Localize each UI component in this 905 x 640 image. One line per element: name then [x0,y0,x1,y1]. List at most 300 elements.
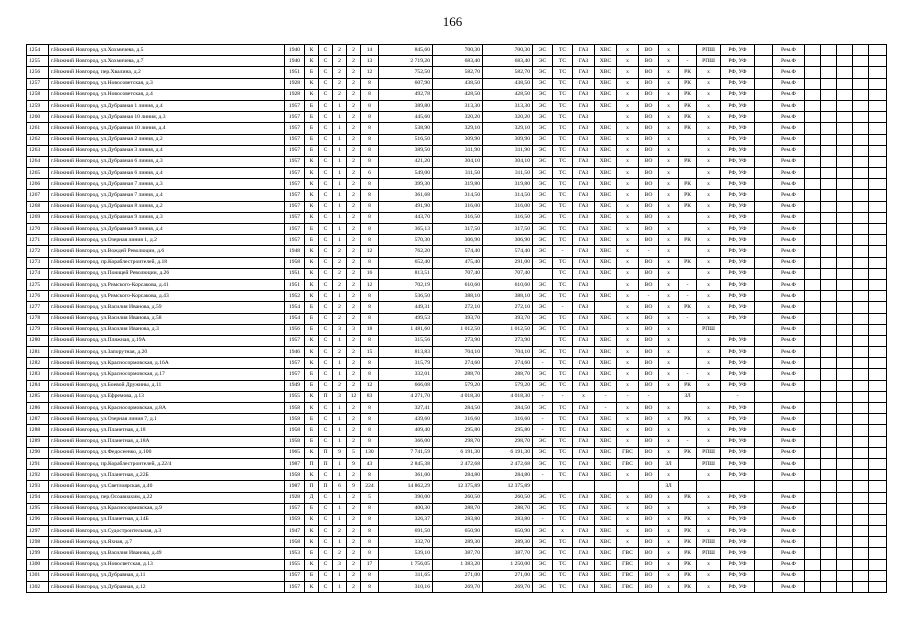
table-cell [837,335,853,346]
table-cell: К [305,56,319,67]
table-cell: РК [679,492,697,503]
table-cell: х [697,514,721,525]
table-cell: г.Нижний Новгород, ул.Красносормовская, д.9 [49,503,285,514]
table-cell: 1955 [285,391,305,402]
table-cell: х [573,391,595,402]
table-cell: ХВС [595,470,617,481]
table-cell [595,112,617,123]
table-cell: - [679,56,697,67]
table-cell: 272,10 [483,302,533,313]
table-cell [821,324,837,335]
table-cell: Рем.Ф [773,212,805,223]
table-cell: х [697,100,721,111]
table-cell: ХВС [595,145,617,156]
table-cell [869,537,887,548]
table-cell [805,526,821,537]
table-cell: ТС [553,582,573,593]
table-cell: 1283 [27,369,49,380]
table-cell: Рем.Ф [773,503,805,514]
table-cell: 1987 [285,481,305,492]
table-cell: 536,50 [379,291,433,302]
table-cell [821,112,837,123]
table-cell: С [319,123,333,134]
table-cell: 2 [347,559,361,570]
table-cell: 2 [347,302,361,313]
table-cell: ХВС [595,537,617,548]
table-cell [853,67,869,78]
table-cell: ВО [639,458,659,469]
table-cell [869,503,887,514]
table-cell: 1300 [27,559,49,570]
table-row [27,447,887,458]
table-cell: 3 [333,391,347,402]
table-cell [837,347,853,358]
table-cell [853,324,869,335]
table-cell [755,559,773,570]
table-cell: ХВС [595,313,617,324]
table-cell: К [305,45,319,56]
table-cell: ВО [639,335,659,346]
table-cell: ЭС [533,559,553,570]
table-cell: 366,00 [379,436,433,447]
table-cell [837,67,853,78]
table-cell: ВО [639,503,659,514]
table-cell [755,212,773,223]
table-cell [755,201,773,212]
table-cell: Б [305,380,319,391]
table-cell: х [659,179,679,190]
table-cell: РК [679,526,697,537]
table-row [27,235,887,246]
table-cell: ТС [553,45,573,56]
table-cell: 2 [347,67,361,78]
table-cell [853,78,869,89]
table-cell: ГАЗ [573,100,595,111]
table-cell: 845,60 [379,45,433,56]
table-cell [837,470,853,481]
table-row [27,358,887,369]
table-cell [869,190,887,201]
table-cell: ГАЗ [573,212,595,223]
table-cell: х [617,100,639,111]
table-cell: 9 [333,447,347,458]
table-cell: Рем.Ф [773,347,805,358]
table-cell [821,145,837,156]
table-cell [755,179,773,190]
table-cell: ВО [639,380,659,391]
table-cell: ЭС [533,56,553,67]
table-cell: С [319,279,333,290]
table-cell: РК [679,235,697,246]
table-cell: х [553,526,573,537]
table-cell [837,179,853,190]
table-cell: 1958 [285,537,305,548]
table-cell [805,123,821,134]
table-cell [869,179,887,190]
table-cell: ГАЗ [573,324,595,335]
table-cell: РФ, УФ [721,447,755,458]
table-cell: х [617,201,639,212]
table-cell: ГВС [617,582,639,593]
table-cell: 1 [333,156,347,167]
table-cell: - [533,470,553,481]
table-cell: г.Нижний Новгород, ул.Запорутная, д.20 [49,347,285,358]
table-cell [805,134,821,145]
table-row [27,168,887,179]
table-cell: С [319,380,333,391]
table-cell [853,279,869,290]
table-cell [821,537,837,548]
table-cell: ВО [639,313,659,324]
table-cell: РК [679,201,697,212]
table-cell [821,369,837,380]
table-cell: 288,70 [483,503,533,514]
table-cell: 283,80 [483,514,533,525]
table-cell: 326,37 [379,514,433,525]
table-cell: 700,30 [433,45,483,56]
table-cell [595,324,617,335]
table-cell: 273,90 [433,335,483,346]
table-cell [821,268,837,279]
table-cell [805,458,821,469]
table-cell: 17 [361,559,379,570]
table-cell: х [659,358,679,369]
table-cell: РК [679,548,697,559]
table-cell: 273,90 [483,335,533,346]
table-cell [837,425,853,436]
table-cell: ТС [553,78,573,89]
table-cell [837,582,853,593]
table-cell: 579,20 [433,380,483,391]
table-cell [755,414,773,425]
table-cell: г.Нижний Новгород, ул.Новосоветская, д.4 [49,89,285,100]
table-cell: С [319,100,333,111]
table-cell: 475,40 [433,257,483,268]
table-cell [805,291,821,302]
table-cell: ВО [639,89,659,100]
table-cell [755,112,773,123]
table-cell: х [659,235,679,246]
table-cell: ГАЗ [573,201,595,212]
table-cell: 16 [361,268,379,279]
table-cell: ГАЗ [573,369,595,380]
table-cell: Рем.Ф [773,526,805,537]
table-cell: 1 [333,514,347,525]
table-cell: 8 [361,179,379,190]
table-cell: 387,70 [433,548,483,559]
table-cell: - [639,246,659,257]
table-cell: х [617,526,639,537]
table-cell: 1947 [285,526,305,537]
table-cell: х [659,145,679,156]
table-cell [853,403,869,414]
table-cell: ЭС [533,212,553,223]
table-cell: 8 [361,100,379,111]
table-cell: 8 [361,503,379,514]
table-cell: х [659,403,679,414]
table-cell [679,403,697,414]
table-cell: 1 [333,537,347,548]
table-cell: 2 [333,45,347,56]
table-cell: Б [305,369,319,380]
table-cell: 549,00 [379,168,433,179]
table-cell: - [553,246,573,257]
table-cell: ГАЗ [573,526,595,537]
table-cell: 1 [333,235,347,246]
table-row [27,78,887,89]
table-cell [755,100,773,111]
table-cell [869,56,887,67]
table-cell [837,313,853,324]
table-cell: х [617,45,639,56]
table-cell [837,358,853,369]
table-cell: 316,00 [483,201,533,212]
table-row [27,302,887,313]
table-cell [679,246,697,257]
table-cell: х [617,134,639,145]
table-cell: ТС [553,335,573,346]
table-cell: ВО [639,67,659,78]
table-cell: г.Нижний Новгород, ул.Дубравная 1 линия, д.4 [49,100,285,111]
table-cell: Рем.Ф [773,425,805,436]
table-cell: х [659,313,679,324]
table-cell: 260,50 [483,492,533,503]
table-cell [805,89,821,100]
table-cell: Б [305,324,319,335]
table-cell: РФ, УФ [721,201,755,212]
table-cell [837,380,853,391]
table-cell: ВО [639,156,659,167]
table-cell [821,257,837,268]
table-cell: 1948 [285,246,305,257]
table-cell [805,414,821,425]
table-cell: С [319,335,333,346]
table-cell: ГАЗ [573,436,595,447]
table-cell: ЭС [533,291,553,302]
table-cell: х [659,537,679,548]
table-cell: 2 [347,179,361,190]
table-cell [853,458,869,469]
table-cell: - [533,414,553,425]
table-cell: РК [679,380,697,391]
registry-body [27,45,887,593]
table-cell: 1 [333,335,347,346]
table-row [27,268,887,279]
table-cell: 8 [361,570,379,581]
table-cell [755,134,773,145]
table-cell: 582,70 [433,67,483,78]
table-cell [659,391,679,402]
table-cell: г.Нижний Новгород, ул.Красносормовская, д.16А [49,358,285,369]
table-cell [869,559,887,570]
table-cell: 1 [333,168,347,179]
table-cell [821,503,837,514]
table-cell: ТС [553,514,573,525]
table-cell [755,279,773,290]
table-cell: 3 [333,324,347,335]
table-row [27,559,887,570]
table-cell: ХВС [595,224,617,235]
table-cell: 8 [361,291,379,302]
table-cell: ХВС [595,291,617,302]
table-cell: х [659,134,679,145]
table-cell [837,235,853,246]
table-cell [853,470,869,481]
table-cell [853,257,869,268]
table-cell: Рем.Ф [773,190,805,201]
table-cell [721,324,755,335]
table-cell: РФ, УФ [721,156,755,167]
table-cell: 1928 [285,89,305,100]
table-cell [837,391,853,402]
table-cell: 8 [361,313,379,324]
table-cell: 1958 [285,414,305,425]
table-cell: 8 [361,582,379,593]
table-cell: ГАЗ [573,156,595,167]
table-cell [755,380,773,391]
table-cell: ГАЗ [573,380,595,391]
table-cell: РФ, УФ [721,313,755,324]
table-cell: ГАЗ [573,358,595,369]
table-cell: 1266 [27,179,49,190]
table-cell: 2 [347,570,361,581]
table-cell: Рем.Ф [773,89,805,100]
table-cell: С [319,212,333,223]
table-cell: РФ, УФ [721,123,755,134]
housing-registry-table [26,44,887,593]
table-cell: 1 [333,436,347,447]
table-cell: г.Нижний Новгород, ул.Дубравная 9 линия, д.3 [49,212,285,223]
table-cell: х [697,145,721,156]
table-cell: 1957 [285,179,305,190]
table-cell: х [659,168,679,179]
table-cell: - [679,313,697,324]
table-cell: 2 [347,503,361,514]
table-cell: ГВС [617,458,639,469]
table-cell: г.Нижний Новгород, ул.Поющей Революции, д.26 [49,268,285,279]
table-cell: С [319,179,333,190]
table-cell: 2 [347,212,361,223]
table-cell: Б [305,112,319,123]
table-cell: ЭС [533,190,553,201]
table-cell: ЭС [533,156,553,167]
table-row [27,100,887,111]
table-cell: 652,40 [379,257,433,268]
table-cell: х [659,436,679,447]
table-cell: Б [305,134,319,145]
table-cell: 650,90 [483,526,533,537]
table-cell: ХВС [595,559,617,570]
table-cell: х [659,291,679,302]
table-cell: ЭС [533,324,553,335]
table-cell: ВО [639,347,659,358]
table-cell: х [659,257,679,268]
table-cell: РПШ [697,447,721,458]
table-cell: С [319,190,333,201]
table-cell [755,391,773,402]
table-cell: РК [679,179,697,190]
table-cell [869,391,887,402]
table-cell [837,291,853,302]
table-cell: ВО [639,224,659,235]
table-cell: 315,56 [379,335,433,346]
table-row [27,526,887,537]
table-cell: 4 018,30 [483,391,533,402]
table-cell: 284,50 [433,403,483,414]
table-cell [755,335,773,346]
table-cell: Б [305,436,319,447]
table-cell: 1987 [285,458,305,469]
table-cell: ГАЗ [573,582,595,593]
table-row [27,324,887,335]
table-cell: Рем.Ф [773,492,805,503]
table-cell: Д [305,492,319,503]
table-cell: 2 [333,89,347,100]
table-cell [805,112,821,123]
table-cell: Рем.Ф [773,224,805,235]
table-cell: РК [679,100,697,111]
table-cell: ЭС [533,548,553,559]
table-cell: Рем.Ф [773,45,805,56]
table-cell: Рем.Ф [773,470,805,481]
table-cell: Рем.Ф [773,201,805,212]
table-cell: х [617,89,639,100]
table-cell: 516,50 [379,134,433,145]
table-cell: 6 191,30 [483,447,533,458]
table-cell [755,190,773,201]
table-cell [821,190,837,201]
table-cell: ВО [639,235,659,246]
table-cell: РФ, УФ [721,369,755,380]
table-cell: РФ, УФ [721,559,755,570]
table-cell: 311,65 [379,570,433,581]
table-cell: К [305,190,319,201]
table-cell: 271,00 [433,570,483,581]
table-cell [837,112,853,123]
table-cell [853,503,869,514]
table-cell [755,257,773,268]
table-cell: ВО [639,201,659,212]
table-cell [821,425,837,436]
table-cell: 15 [361,347,379,358]
table-row [27,224,887,235]
table-cell: С [319,268,333,279]
table-row [27,582,887,593]
table-cell: х [659,156,679,167]
table-cell: ГАЗ [573,403,595,414]
table-row [27,414,887,425]
table-cell: г.Нижний Новгород, ул.Дубравная 3 линия, д.4 [49,145,285,156]
table-cell: РК [679,257,697,268]
table-cell: 691,50 [379,526,433,537]
table-cell: - [533,514,553,525]
table-cell: 316,60 [483,414,533,425]
table-cell [679,335,697,346]
table-cell: 6 191,30 [433,447,483,458]
table-cell [853,134,869,145]
table-cell [869,279,887,290]
table-cell: 3 [347,324,361,335]
table-cell: х [617,156,639,167]
table-cell: Рем.Ф [773,302,805,313]
table-cell [639,481,659,492]
table-cell: С [319,570,333,581]
table-cell: 12 [361,279,379,290]
table-cell: С [319,324,333,335]
table-cell: 361,68 [379,190,433,201]
table-cell: ХВС [595,78,617,89]
table-cell: РФ, УФ [721,291,755,302]
